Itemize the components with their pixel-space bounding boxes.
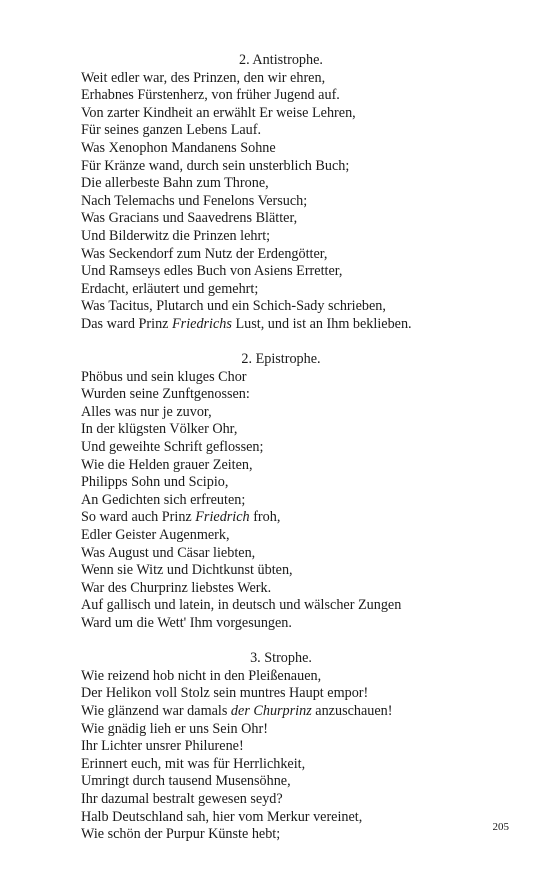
verse-text: Wie reizend hob nicht in den Pleißenauen, (81, 667, 322, 684)
verse-line (81, 738, 481, 756)
verse-line (81, 474, 481, 492)
verse-text: Philipps Sohn und Scipio, (81, 474, 229, 491)
verse-text: Was August und Cäsar liebten, (81, 544, 256, 561)
verse-line (81, 439, 481, 457)
verse-line (81, 193, 481, 211)
section-heading: 3. Strophe. (250, 650, 312, 667)
verse-text: An Gedichten sich erfreuten; (81, 491, 246, 508)
verse-line (81, 122, 481, 140)
verse-text: Ihr dazumal bestralt gewesen seyd? (81, 790, 283, 807)
verse-line (81, 826, 481, 844)
verse-text: Und Ramseys edles Buch von Asiens Erretter, (81, 263, 343, 280)
verse-line (81, 246, 481, 264)
verse-text: Für seines ganzen Lebens Lauf. (81, 122, 262, 139)
verse-line (81, 562, 481, 580)
emphasized-text: der Churprinz (230, 702, 312, 719)
verse-line (81, 791, 481, 809)
verse-text: Weit edler war, des Prinzen, den wir ehren, (81, 69, 326, 86)
verse-line (81, 509, 481, 527)
verse-text: Edler Geister Augenmerk, (81, 527, 230, 544)
verse-line (81, 369, 481, 387)
verse-line (81, 87, 481, 105)
verse-text: Phöbus und sein kluges Chor (81, 368, 247, 385)
verse-line (81, 140, 481, 158)
stanza-gap (81, 633, 481, 651)
verse-line (81, 721, 481, 739)
verse-line (81, 668, 481, 686)
emphasized-text: Friedrich (195, 509, 250, 526)
verse-text: Der Helikon voll Stolz sein muntres Haupt empor! (81, 685, 369, 702)
verse-text: Wie die Helden grauer Zeiten, (81, 456, 253, 473)
verse-text: Wie schön der Purpur Künste hebt; (81, 826, 281, 843)
verse-text: Umringt durch tausend Musensöhne, (81, 773, 291, 790)
verse-text: Das ward Prinz (81, 315, 173, 332)
verse-line (81, 685, 481, 703)
verse-text: Was Seckendorf zum Nutz der Erdengötter, (81, 245, 328, 262)
verse-text: Für Kränze wand, durch sein unsterblich Buch; (81, 157, 350, 174)
verse-text: Halb Deutschland sah, hier vom Merkur vereinet, (81, 808, 363, 825)
verse-text: Und geweihte Schrift geflossen; (81, 439, 264, 456)
poem-page (81, 52, 481, 844)
verse-text: Wurden seine Zunftgenossen: (81, 386, 250, 403)
verse-text: Auf gallisch und latein, in deutsch und wälscher Zungen (81, 597, 402, 614)
verse-text: Wenn sie Witz und Dichtkunst übten, (81, 562, 293, 579)
verse-line (81, 404, 481, 422)
verse-text: In der klügsten Völker Ohr, (81, 421, 238, 438)
verse-line (81, 263, 481, 281)
verse-text: Wie glänzend war damals (81, 702, 231, 719)
verse-text: Nach Telemachs und Fenelons Versuch; (81, 192, 308, 209)
verse-line (81, 70, 481, 88)
verse-text: Erinnert euch, mit was für Herrlichkeit, (81, 755, 306, 772)
verse-line (81, 421, 481, 439)
verse-line (81, 281, 481, 299)
poem-section (81, 52, 481, 334)
verse-line (81, 809, 481, 827)
verse-line (81, 580, 481, 598)
section-heading: 2. Epistrophe. (241, 351, 321, 368)
verse-line (81, 597, 481, 615)
verse-text: Die allerbeste Bahn zum Throne, (81, 175, 269, 192)
verse-line (81, 615, 481, 633)
section-heading: 2. Antistrophe. (239, 52, 323, 68)
verse-line (81, 210, 481, 228)
verse-text: Wie gnädig lieh er uns Sein Ohr! (81, 720, 268, 737)
verse-text: Alles was nur je zuvor, (81, 403, 212, 420)
verse-text: Ihr Lichter unsrer Philurene! (81, 738, 244, 755)
verse-line (81, 545, 481, 563)
verse-line (81, 457, 481, 475)
verse-line (81, 773, 481, 791)
verse-line (81, 527, 481, 545)
verse-line (81, 492, 481, 510)
verse-text: Und Bilderwitz die Prinzen lehrt; (81, 227, 271, 244)
verse-text: War des Churprinz liebstes Werk. (81, 579, 272, 596)
verse-text: Was Gracians und Saavedrens Blätter, (81, 210, 298, 227)
stanza-gap (81, 334, 481, 352)
verse-text: Erdacht, erläutert und gemehrt; (81, 280, 259, 297)
verse-line (81, 228, 481, 246)
poem-section (81, 351, 481, 633)
verse-text: Ward um die Wett' Ihm vorgesungen. (81, 615, 292, 631)
verse-text: Erhabnes Fürstenherz, von früher Jugend auf. (81, 87, 340, 104)
verse-text: So ward auch Prinz (81, 509, 196, 526)
verse-line (81, 316, 481, 334)
verse-line (81, 158, 481, 176)
page-number: 205 (492, 821, 509, 833)
verse-line (81, 386, 481, 404)
verse-line (81, 105, 481, 123)
verse-line (81, 703, 481, 721)
verse-text: Was Xenophon Mandanens Sohne (81, 139, 276, 156)
verse-line (81, 175, 481, 193)
verse-text: anzuschauen! (311, 702, 393, 719)
verse-text: Lust, und ist an Ihm beklieben. (231, 315, 412, 332)
verse-line (81, 298, 481, 316)
emphasized-text: Friedrichs (172, 315, 232, 332)
verse-text: Von zarter Kindheit an erwählt Er weise Lehren, (81, 104, 356, 121)
verse-text: Was Tacitus, Plutarch und ein Schich-Sady schrieben, (81, 298, 386, 315)
verse-text: froh, (249, 509, 281, 526)
poem-section (81, 650, 481, 844)
verse-line (81, 756, 481, 774)
